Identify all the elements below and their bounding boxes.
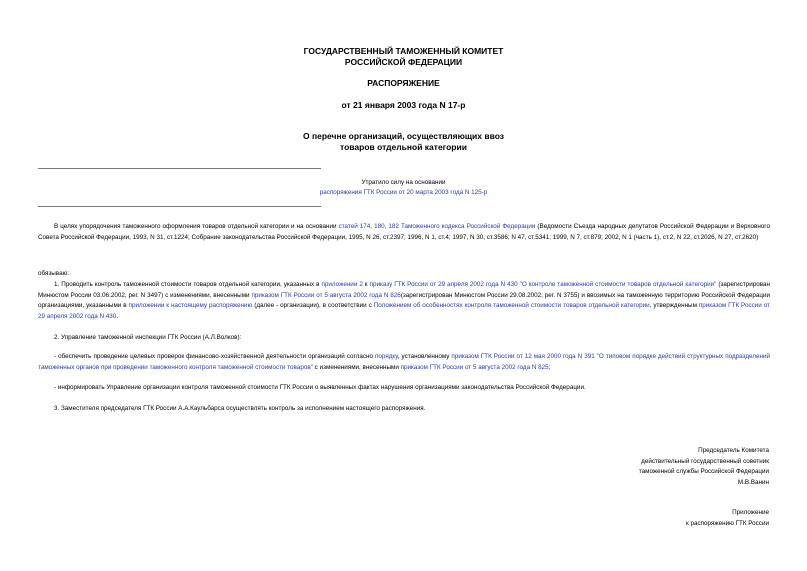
divider-top <box>38 168 321 169</box>
document-title-line1: О перечне организаций, осуществляющих ввоз <box>302 131 505 141</box>
link-appendix-2[interactable]: приложении 2 <box>321 281 363 288</box>
link-procedure[interactable]: порядку <box>375 353 398 360</box>
preamble: В целях упорядочения таможенного оформления товаров отдельной категории и на основании статей 174, 180, 182 Таможенного кодекса Российской Федерации (Ведомости Съезда народных депутатов Российской Федерации и Верховного Совета Российской Федерации, 1993, N 31, ст.1224; Собрание законодательства Российской Федерации, 1995, N 26, ст.2397; 1996, N 1, ст.4; 1997, N 30, ст.3586; N 47, ст.5341; 1999, N 7, ст.879; 2002, N 1 (часть 1), ст.2, N 22, ст.2026, N 27, ст.2620) <box>38 223 770 241</box>
link-order-391[interactable]: приказом ГТК России от 12 мая 2000 года N 391 "О типовом порядке действий структурных подразделений таможенных органов при проведении таможенного контроля таможенной стоимости товаров" <box>38 353 770 371</box>
document-title <box>200 131 607 153</box>
appendix-line2: к распоряжению ГТК России <box>685 519 769 527</box>
divider-bottom <box>38 206 321 207</box>
link-appendix[interactable]: приложении к настоящему распоряжению <box>128 302 253 309</box>
signature-name: М.В.Ванин <box>737 478 769 486</box>
item-2b: - информировать Управление организации контроля таможенной стоимости ГТК России о выявленных фактах нарушения организациями законодательства Российской Федерации. <box>54 384 586 391</box>
item-2: 2. Управление таможенной инспекции ГТК России (А.Л.Волков): <box>54 334 242 341</box>
organization-name-line1: ГОСУДАРСТВЕННЫЙ ТАМОЖЕННЫЙ КОМИТЕТ <box>303 46 504 56</box>
signature-line2: действительный государственный советник <box>641 457 769 465</box>
link-order-430-approved[interactable]: приказом ГТК России от 29 апреля 2002 года N 430 <box>38 302 770 320</box>
link-tk-articles[interactable]: статей 174, 180, 182 Таможенного кодекса Российской Федерации <box>338 223 536 230</box>
organization-name <box>200 46 607 68</box>
status-note-text: Утратило силу на основании <box>361 179 446 186</box>
signature-line1: Председатель Комитета <box>698 447 769 454</box>
item-1: 1. Проводить контроль таможенной стоимости товаров отдельной категории, указанных в приложении 2 к приказу ГТК России от 29 апреля 2002 года N 430 "О контроле таможенной стоимости товаров отдельной категории" (зарегистрирован Минюстом России 03.06.2002, рег. N 3497) с изменениями, внесенными приказом ГТК России от 5 августа 2002 года N 826(зарегистрирован Минюстом России 29.08.2002, рег. N 3755) и ввозимых на таможенную территорию Российской Федерации организациями, указанными в приложении к настоящему распоряжению (далее - организации), в соответствии с Положением об особенностях контроля таможенной стоимости товаров отдельной категории, утвержденным приказом ГТК России от 29 апреля 2002 года N 430. <box>38 281 770 320</box>
signature-block <box>509 446 769 488</box>
obligate-label: обязываю: <box>38 270 70 277</box>
item-3: 3. Заместителя председателя ГТК России А.А.Каульбарса осуществлять контроль за исполнением настоящего распоряжения. <box>54 405 426 412</box>
link-order-430[interactable]: приказу ГТК России от 29 апреля 2002 года N 430 "О контроле таможенной стоимости товаров отдельной категории" <box>369 281 717 288</box>
link-order-825[interactable]: приказом ГТК России от 5 августа 2002 года N 825 <box>400 363 549 371</box>
document-date: от 21 января 2003 года N 17-р <box>341 100 466 110</box>
signature-line3: таможенной службы Российской Федерации <box>638 468 769 475</box>
status-note <box>300 178 507 198</box>
status-note-link[interactable]: распоряжения ГТК России от 20 марта 2003 года N 125-р <box>319 189 488 196</box>
document-title-line2: товаров отдельной категории <box>340 142 467 152</box>
link-regulation[interactable]: Положением об особенностях контроля таможенной стоимости товаров отдельной категории <box>373 302 650 309</box>
document-type: РАСПОРЯЖЕНИЕ <box>367 78 440 88</box>
link-order-826[interactable]: приказом ГТК России от 5 августа 2002 года N 826 <box>251 291 401 299</box>
organization-name-line2: РОССИЙСКОЙ ФЕДЕРАЦИИ <box>344 57 463 67</box>
appendix-line1: Приложение <box>732 509 769 516</box>
item-2a: - обеспечить проведение целевых проверок финансово-хозяйственной деятельности организаций согласно порядку, установленному приказом ГТК России от 12 мая 2000 года N 391 "О типовом порядке действий структурных подразделений таможенных органов при проведении таможенного контроля таможенной стоимости товаров" с изменениями, внесенными приказом ГТК России от 5 августа 2002 года N 825; <box>38 353 770 371</box>
appendix-label <box>509 508 769 529</box>
